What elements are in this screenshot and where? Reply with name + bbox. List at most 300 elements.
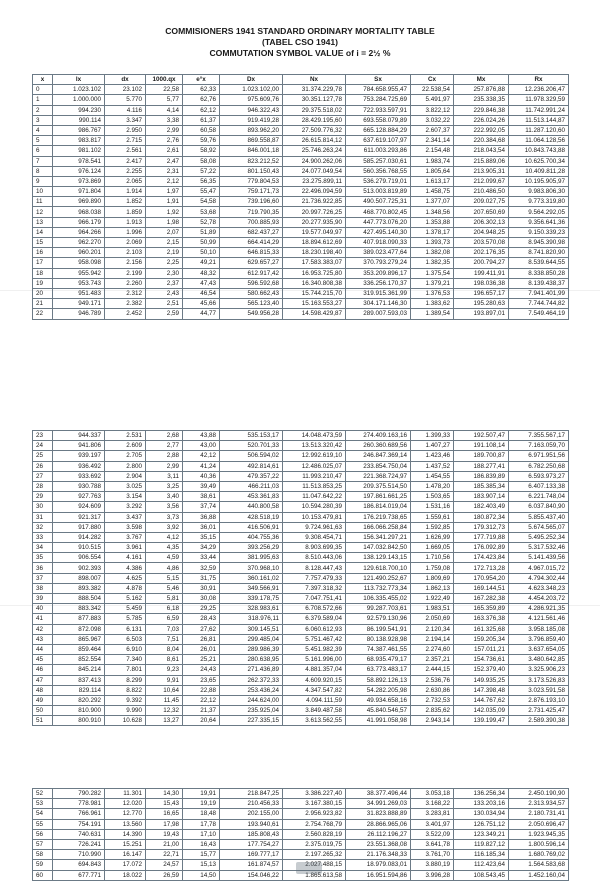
cell-dx-comm: 565.123,40	[220, 299, 283, 309]
cell-rx: 7.941.401,99	[509, 288, 569, 298]
cell-sx: 138.129.143,15	[346, 553, 411, 563]
cell-rx: 4.623.348,23	[509, 583, 569, 593]
cell-dx-comm: 520.701,33	[220, 441, 283, 451]
cell-cx: 22.538,54	[411, 85, 454, 95]
watermark-logo	[296, 862, 322, 874]
cell-x: 6	[33, 146, 53, 156]
cell-x: 29	[33, 492, 53, 502]
cell-rx: 9.564.292,05	[509, 207, 569, 217]
table-row	[33, 187, 569, 197]
cell-lx: 986.767	[53, 125, 105, 135]
cell-x: 59	[33, 860, 53, 870]
cell-lx: 930.788	[53, 481, 105, 491]
cell-rx: 7.549.464,19	[509, 309, 569, 319]
cell-x: 3	[33, 115, 53, 125]
cell-ex: 43,00	[183, 441, 220, 451]
cell-dx-comm: 719.790,35	[220, 207, 283, 217]
table-row	[33, 850, 569, 860]
cell-nx: 7.757.479,33	[283, 573, 346, 583]
cell-x: 11	[33, 197, 53, 207]
cell-sx: 407.918.090,33	[346, 238, 411, 248]
cell-rx: 8.539.644,55	[509, 258, 569, 268]
cell-x: 30	[33, 502, 53, 512]
cell-mx: 139.199,47	[454, 716, 509, 726]
cell-nx: 23.275.899,11	[283, 176, 346, 186]
cell-sx: 16.951.594,86	[346, 870, 411, 880]
cell-lx: 933.692	[53, 471, 105, 481]
cell-dx-comm: 271.436,89	[220, 665, 283, 675]
cell-mx: 130.034,94	[454, 809, 509, 819]
cell-rx: 11.287.120,60	[509, 125, 569, 135]
cell-rx: 2.050.696,47	[509, 819, 569, 829]
cell-ex: 41,24	[183, 461, 220, 471]
cell-cx: 1.759,08	[411, 563, 454, 573]
col-header-x: x	[33, 75, 53, 85]
cell-cx: 2.630,86	[411, 685, 454, 695]
cell-sx: 28.866.965,06	[346, 819, 411, 829]
cell-lx: 820.292	[53, 695, 105, 705]
cell-qx: 3,92	[146, 522, 183, 532]
cell-cx: 2.154,48	[411, 146, 454, 156]
cell-sx: 31.823.888,89	[346, 809, 411, 819]
cell-rx: 9.773.319,80	[509, 197, 569, 207]
cell-cx: 1.531,16	[411, 502, 454, 512]
cell-dx-comm: 416.506,91	[220, 522, 283, 532]
cell-qx: 6,59	[146, 614, 183, 624]
cell-nx: 8.903.699,35	[283, 543, 346, 553]
cell-dx: 6.131	[105, 624, 146, 634]
table-row	[33, 553, 569, 563]
cell-x: 31	[33, 512, 53, 522]
cell-dx-comm: 919.419,28	[220, 115, 283, 125]
cell-cx: 1.407,27	[411, 441, 454, 451]
cell-cx: 1.454,55	[411, 471, 454, 481]
table-row	[33, 665, 569, 675]
table-row	[33, 268, 569, 278]
cell-rx: 8.945.390,98	[509, 238, 569, 248]
cell-lx: 951.483	[53, 288, 105, 298]
cell-ex: 28,43	[183, 614, 220, 624]
cell-mx: 192.507,47	[454, 431, 509, 441]
cell-dx-comm: 646.815,33	[220, 248, 283, 258]
cell-rx: 7.744.744,82	[509, 299, 569, 309]
cell-dx-comm: 739.196,60	[220, 197, 283, 207]
cell-dx-comm: 360.161,02	[220, 573, 283, 583]
cell-dx: 12.020	[105, 799, 146, 809]
cell-mx: 188.277,41	[454, 461, 509, 471]
cell-nx: 14.048.473,59	[283, 431, 346, 441]
cell-qx: 26,59	[146, 870, 183, 880]
cell-x: 51	[33, 716, 53, 726]
cell-lx: 953.743	[53, 278, 105, 288]
cell-lx: 983.817	[53, 136, 105, 146]
cell-cx: 2.444,15	[411, 665, 454, 675]
cell-cx: 2.943,14	[411, 716, 454, 726]
cell-dx-comm: 404.755,36	[220, 532, 283, 542]
cell-cx: 3.053,18	[411, 789, 454, 799]
cell-lx: 852.554	[53, 655, 105, 665]
cell-rx: 11.742.991,24	[509, 105, 569, 115]
cell-x: 39	[33, 594, 53, 604]
cell-rx: 3.173.526,83	[509, 675, 569, 685]
cell-x: 2	[33, 105, 53, 115]
cell-nx: 9.724.961,63	[283, 522, 346, 532]
col-header-nx: Nx	[283, 75, 346, 85]
cell-mx: 226.024,26	[454, 115, 509, 125]
cell-dx: 3.598	[105, 522, 146, 532]
cell-nx: 6.708.572,66	[283, 604, 346, 614]
cell-ex: 60,58	[183, 125, 220, 135]
table-row	[33, 675, 569, 685]
cell-ex: 34,29	[183, 543, 220, 553]
cell-x: 36	[33, 563, 53, 573]
cell-nx: 17.583.383,07	[283, 258, 346, 268]
cell-sx: 63.773.483,17	[346, 665, 411, 675]
cell-dx: 1.913	[105, 217, 146, 227]
table-title: COMMISIONERS 1941 STANDARD ORDINARY MORTALITY TABLE	[165, 26, 435, 36]
cell-lx: 888.504	[53, 594, 105, 604]
cell-nx: 29.375.518,02	[283, 105, 346, 115]
cell-qx: 2,07	[146, 227, 183, 237]
col-header-sx: Sx	[346, 75, 411, 85]
cell-rx: 8.741.820,90	[509, 248, 569, 258]
cell-dx-comm: 393.256,29	[220, 543, 283, 553]
cell-qx: 7,51	[146, 634, 183, 644]
table-row	[33, 573, 569, 583]
cell-lx: 927.763	[53, 492, 105, 502]
cell-nx: 18.894.612,69	[283, 238, 346, 248]
cell-rx: 5.317.532,46	[509, 543, 569, 553]
cell-dx-comm: 381.995,63	[220, 553, 283, 563]
cell-lx: 1.000.000	[53, 95, 105, 105]
cell-rx: 4.286.921,35	[509, 604, 569, 614]
cell-cx: 2.835,62	[411, 706, 454, 716]
cell-nx: 2.754.768,79	[283, 819, 346, 829]
cell-sx: 722.933.597,91	[346, 105, 411, 115]
cell-cx: 3.522,09	[411, 829, 454, 839]
cell-rx: 11.513.144,87	[509, 115, 569, 125]
cell-ex: 58,08	[183, 156, 220, 166]
cell-dx: 1.859	[105, 207, 146, 217]
cell-mx: 108.543,45	[454, 870, 509, 880]
cell-ex: 19,19	[183, 799, 220, 809]
table-row	[33, 471, 569, 481]
cell-rx: 8.338.850,28	[509, 268, 569, 278]
cell-x: 58	[33, 850, 53, 860]
cell-nx: 24.900.262,06	[283, 156, 346, 166]
cell-dx: 3.347	[105, 115, 146, 125]
cell-x: 44	[33, 644, 53, 654]
cell-dx: 2.103	[105, 248, 146, 258]
cell-qx: 14,30	[146, 789, 183, 799]
cell-dx-comm: 779.804,53	[220, 176, 283, 186]
cell-x: 26	[33, 461, 53, 471]
table-subtitle: (TABEL CSO 1941)	[261, 37, 339, 47]
cell-ex: 49,21	[183, 258, 220, 268]
cell-sx: 147.032.842,50	[346, 543, 411, 553]
cell-mx: 165.359,89	[454, 604, 509, 614]
cell-cx: 1.383,62	[411, 299, 454, 309]
cell-dx-comm: 210.456,33	[220, 799, 283, 809]
cell-dx: 2.255	[105, 166, 146, 176]
cell-x: 15	[33, 238, 53, 248]
cell-dx: 9.392	[105, 695, 146, 705]
cell-ex: 18,48	[183, 809, 220, 819]
cell-ex: 50,99	[183, 238, 220, 248]
cell-nx: 10.153.479,81	[283, 512, 346, 522]
cell-nx: 11.993.210,47	[283, 471, 346, 481]
cell-lx: 976.124	[53, 166, 105, 176]
cell-nx: 2.560.828,19	[283, 829, 346, 839]
cell-dx: 3.154	[105, 492, 146, 502]
cell-cx: 3.996,28	[411, 870, 454, 880]
cell-nx: 20.277.935,90	[283, 217, 346, 227]
table-row	[33, 248, 569, 258]
cell-x: 17	[33, 258, 53, 268]
cell-sx: 233.854.750,04	[346, 461, 411, 471]
table-row	[33, 685, 569, 695]
cell-x: 0	[33, 85, 53, 95]
cell-mx: 189.700,87	[454, 451, 509, 461]
cell-mx: 157.011,21	[454, 644, 509, 654]
table-row	[33, 512, 569, 522]
cell-mx: 186.839,89	[454, 471, 509, 481]
cell-mx: 218.043,54	[454, 146, 509, 156]
cell-lx: 710.990	[53, 850, 105, 860]
cell-nx: 2.027.488,15	[283, 860, 346, 870]
cell-sx: 23.551.368,08	[346, 839, 411, 849]
cell-ex: 31,75	[183, 573, 220, 583]
col-header-dx-comm: Dx	[220, 75, 283, 85]
cell-qx: 7,03	[146, 624, 183, 634]
cell-x: 32	[33, 522, 53, 532]
cell-x: 1	[33, 95, 53, 105]
cell-cx: 3.032,22	[411, 115, 454, 125]
cell-lx: 859.464	[53, 644, 105, 654]
cell-nx: 26.615.814,12	[283, 136, 346, 146]
cell-ex: 62,12	[183, 105, 220, 115]
cell-rx: 12.236.206,47	[509, 85, 569, 95]
cell-mx: 206.302,13	[454, 217, 509, 227]
cell-mx: 235.338,35	[454, 95, 509, 105]
cell-cx: 2.274,60	[411, 644, 454, 654]
cell-qx: 8,04	[146, 644, 183, 654]
table-row	[33, 583, 569, 593]
cell-dx: 4.625	[105, 573, 146, 583]
cell-dx-comm: 218.847,25	[220, 789, 283, 799]
cell-qx: 2,47	[146, 156, 183, 166]
cell-qx: 24,57	[146, 860, 183, 870]
cell-dx: 23.102	[105, 85, 146, 95]
cell-qx: 2,61	[146, 146, 183, 156]
cell-dx-comm: 629.657,27	[220, 258, 283, 268]
cell-dx-comm: 339.178,75	[220, 594, 283, 604]
cell-lx: 800.910	[53, 716, 105, 726]
cell-lx: 939.197	[53, 451, 105, 461]
cell-dx-comm: 453.361,83	[220, 492, 283, 502]
cell-dx-comm: 177.754,27	[220, 839, 283, 849]
cell-sx: 513.003.819,89	[346, 187, 411, 197]
cell-mx: 133.203,16	[454, 799, 509, 809]
cell-ex: 15,77	[183, 850, 220, 860]
table-row	[33, 819, 569, 829]
cell-dx: 4.878	[105, 583, 146, 593]
cell-lx: 1.023.102	[53, 85, 105, 95]
cell-ex: 16,43	[183, 839, 220, 849]
cell-mx: 149.935,25	[454, 675, 509, 685]
cell-ex: 27,62	[183, 624, 220, 634]
cell-sx: 370.793.279,24	[346, 258, 411, 268]
cell-sx: 585.257.030,61	[346, 156, 411, 166]
cell-sx: 319.915.361,99	[346, 288, 411, 298]
cell-ex: 57,22	[183, 166, 220, 176]
cell-dx-comm: 227.335,15	[220, 716, 283, 726]
cell-qx: 6,18	[146, 604, 183, 614]
cell-cx: 1.983,51	[411, 604, 454, 614]
cell-lx: 973.869	[53, 176, 105, 186]
cell-ex: 58,92	[183, 146, 220, 156]
cell-cx: 1.478,20	[411, 481, 454, 491]
cell-ex: 56,35	[183, 176, 220, 186]
cell-sx: 156.341.297,21	[346, 532, 411, 542]
cell-dx: 3.025	[105, 481, 146, 491]
cell-lx: 960.201	[53, 248, 105, 258]
cell-x: 14	[33, 227, 53, 237]
cell-dx-comm: 506.594,02	[220, 451, 283, 461]
cell-mx: 213.905,31	[454, 166, 509, 176]
cell-dx-comm: 700.885,93	[220, 217, 283, 227]
cell-mx: 172.713,28	[454, 563, 509, 573]
cell-mx: 200.794,27	[454, 258, 509, 268]
cell-dx: 2.531	[105, 431, 146, 441]
cell-dx-comm: 202.155,00	[220, 809, 283, 819]
cell-nx: 25.746.263,24	[283, 146, 346, 156]
cell-sx: 54.282.205,98	[346, 685, 411, 695]
col-header-dx: dx	[105, 75, 146, 85]
cell-ex: 30,08	[183, 594, 220, 604]
cell-ex: 47,43	[183, 278, 220, 288]
cell-dx-comm: 549.956,28	[220, 309, 283, 319]
cell-qx: 4,12	[146, 532, 183, 542]
cell-ex: 15,13	[183, 860, 220, 870]
cell-rx: 4.967.015,72	[509, 563, 569, 573]
cell-mx: 204.948,25	[454, 227, 509, 237]
cell-dx: 4.386	[105, 563, 146, 573]
cell-dx: 2.260	[105, 278, 146, 288]
cell-cx: 1.710,56	[411, 553, 454, 563]
cell-dx-comm: 823.212,52	[220, 156, 283, 166]
cell-mx: 198.036,38	[454, 278, 509, 288]
cell-mx: 167.282,38	[454, 594, 509, 604]
cell-rx: 2.180.731,41	[509, 809, 569, 819]
cell-dx: 10.628	[105, 716, 146, 726]
cell-mx: 177.719,88	[454, 532, 509, 542]
cell-dx-comm: 801.150,43	[220, 166, 283, 176]
cell-lx: 893.382	[53, 583, 105, 593]
cell-dx-comm: 299.485,04	[220, 634, 283, 644]
cell-sx: 80.138.928,98	[346, 634, 411, 644]
cell-cx: 1.382,08	[411, 248, 454, 258]
cell-rx: 9.983.806,30	[509, 187, 569, 197]
cell-lx: 845.214	[53, 665, 105, 675]
table-row	[33, 522, 569, 532]
cell-dx: 2.417	[105, 156, 146, 166]
cell-rx: 3.958.185,08	[509, 624, 569, 634]
cell-ex: 40,36	[183, 471, 220, 481]
cell-nx: 16.340.808,38	[283, 278, 346, 288]
cell-x: 24	[33, 441, 53, 451]
cell-mx: 112.423,64	[454, 860, 509, 870]
cell-nx: 11.047.642,22	[283, 492, 346, 502]
cell-qx: 2,59	[146, 309, 183, 319]
cell-qx: 3,11	[146, 471, 183, 481]
table-row	[33, 288, 569, 298]
table-row	[33, 481, 569, 491]
cell-dx-comm: 309.145,51	[220, 624, 283, 634]
cell-dx: 2.452	[105, 309, 146, 319]
cell-x: 49	[33, 695, 53, 705]
cell-lx: 964.266	[53, 227, 105, 237]
cell-qx: 1,92	[146, 207, 183, 217]
table-row	[33, 563, 569, 573]
cell-sx: 246.847.369,14	[346, 451, 411, 461]
cell-lx: 810.900	[53, 706, 105, 716]
cell-ex: 22,88	[183, 685, 220, 695]
cell-lx: 946.789	[53, 309, 105, 319]
cell-lx: 944.337	[53, 431, 105, 441]
cell-ex: 25,21	[183, 655, 220, 665]
cell-x: 33	[33, 532, 53, 542]
cell-dx: 12.770	[105, 809, 146, 819]
cell-cx: 1.379,21	[411, 278, 454, 288]
cell-rx: 5.674.565,07	[509, 522, 569, 532]
cell-nx: 4.094.111,59	[283, 695, 346, 705]
cell-rx: 10.625.700,34	[509, 156, 569, 166]
cell-lx: 936.492	[53, 461, 105, 471]
cell-x: 25	[33, 451, 53, 461]
table-row	[33, 156, 569, 166]
cell-nx: 6.060.612,93	[283, 624, 346, 634]
cell-dx-comm: 169.777,17	[220, 850, 283, 860]
table-row	[33, 146, 569, 156]
cell-sx: 129.618.700,10	[346, 563, 411, 573]
cell-rx: 6.782.250,68	[509, 461, 569, 471]
cell-dx-comm: 846.001,18	[220, 146, 283, 156]
cell-x: 50	[33, 706, 53, 716]
col-header-qx: 1000.qx	[146, 75, 183, 85]
cell-nx: 18.230.198,40	[283, 248, 346, 258]
cell-dx: 3.767	[105, 532, 146, 542]
cell-nx: 9.308.454,71	[283, 532, 346, 542]
table-row	[33, 197, 569, 207]
column-header-row	[33, 75, 569, 85]
cell-ex: 17,78	[183, 819, 220, 829]
cell-lx: 790.282	[53, 789, 105, 799]
cell-ex: 36,01	[183, 522, 220, 532]
col-header-mx: Mx	[454, 75, 509, 85]
cell-rx: 1.452.160,04	[509, 870, 569, 880]
cell-nx: 5.451.982,39	[283, 644, 346, 654]
cell-dx-comm: 492.814,61	[220, 461, 283, 471]
cell-mx: 209.027,75	[454, 197, 509, 207]
cell-dx-comm: 975.609,76	[220, 95, 283, 105]
cell-mx: 180.872,34	[454, 512, 509, 522]
cell-rx: 3.325.906,23	[509, 665, 569, 675]
cell-nx: 11.513.853,25	[283, 481, 346, 491]
cell-sx: 427.495.140,30	[346, 227, 411, 237]
cell-dx-comm: 262.372,33	[220, 675, 283, 685]
cell-qx: 5,77	[146, 95, 183, 105]
